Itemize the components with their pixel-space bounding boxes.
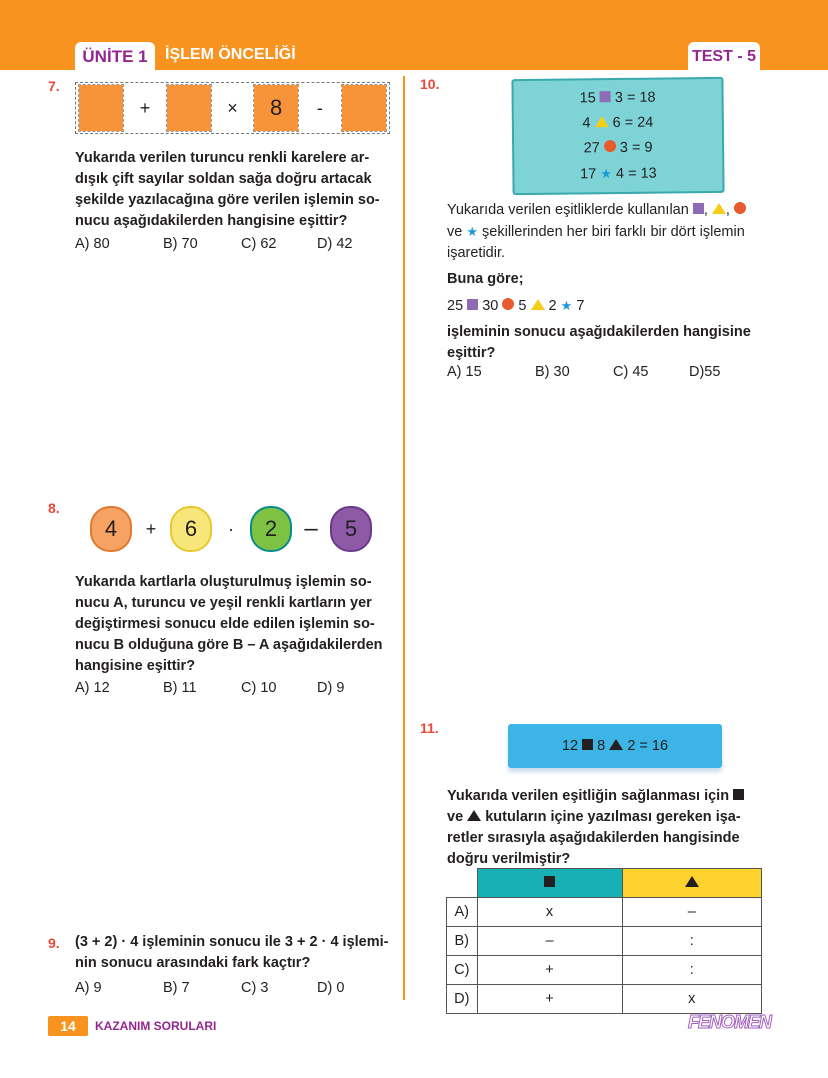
cell: –	[622, 898, 762, 927]
line: hangisine eşittir?	[75, 658, 196, 674]
cell: :	[622, 927, 762, 956]
equation	[514, 135, 722, 162]
triangle-icon	[467, 810, 481, 821]
line: retler sırasıyla aşağıdakilerden hangisinde	[447, 830, 740, 846]
square-icon	[600, 91, 611, 102]
num: 4 = 13	[615, 165, 657, 183]
option[interactable]: B) 70	[163, 236, 198, 252]
star-icon: ★	[600, 166, 613, 182]
option[interactable]: C) 10	[241, 680, 277, 696]
q8-text	[75, 572, 395, 677]
triangle-icon	[531, 299, 545, 310]
line: Yukarıda verilen turuncu renkli karelere ar-	[75, 150, 370, 166]
triangle-icon	[712, 203, 726, 214]
option[interactable]: D) 0	[317, 980, 345, 996]
t: ,	[703, 202, 708, 218]
line	[447, 200, 763, 221]
cell: +	[477, 985, 622, 1014]
option[interactable]: D) 9	[317, 680, 345, 696]
t: 2	[548, 298, 557, 314]
card-green: 2	[250, 506, 292, 552]
num: 6 = 24	[612, 114, 654, 132]
t: 25	[447, 298, 464, 314]
line: eşittir?	[447, 345, 496, 361]
num: 3 = 18	[614, 89, 656, 107]
equation	[513, 85, 721, 112]
orange-box	[79, 85, 123, 131]
plus-sign: +	[139, 97, 151, 118]
t: ve	[447, 809, 464, 825]
triangle-icon	[594, 116, 608, 127]
t: 2 = 16	[627, 738, 669, 754]
table-row[interactable]	[447, 927, 762, 956]
line: işleminin sonucu aşağıdakilerden hangisine	[447, 324, 751, 340]
star-icon: ★	[466, 224, 479, 239]
num: 17	[580, 166, 597, 183]
card-purple: 5	[330, 506, 372, 552]
option[interactable]: C) 3	[241, 980, 269, 996]
answer-table	[446, 868, 762, 1014]
card-yellow: 6	[170, 506, 212, 552]
t: şekillerinden her biri farklı bir dört işlemin	[482, 224, 745, 240]
t: Yukarıda verilen eşitliğin sağlanması için	[447, 788, 730, 804]
line: değiştirmesi sonucu elde edilen işlemin so-	[75, 616, 375, 632]
cell: :	[622, 956, 762, 985]
footer-label: KAZANIM SORULARI	[95, 1019, 217, 1033]
cell: –	[477, 927, 622, 956]
line: doğru verilmiştir?	[447, 851, 571, 867]
triangle-icon	[685, 876, 699, 887]
option[interactable]: D) 42	[317, 236, 353, 252]
line	[447, 807, 763, 828]
line	[447, 221, 763, 243]
line: nucu B olduğuna göre B – A aşağıdakilerden	[75, 637, 383, 653]
minus-sign: –	[304, 515, 318, 542]
equations-box	[511, 77, 724, 195]
line: işaretidir.	[447, 245, 506, 261]
question-number: 8.	[48, 500, 60, 516]
cell: A)	[447, 898, 478, 927]
circle-icon	[604, 140, 616, 152]
line: Yukarıda kartlarla oluşturulmuş işlemin so-	[75, 574, 372, 590]
option[interactable]: A) 80	[75, 236, 110, 252]
equation	[514, 110, 722, 137]
times-sign: ×	[227, 97, 238, 118]
orange-box	[167, 85, 211, 131]
unit-tab: ÜNİTE 1	[75, 42, 155, 72]
q7-options	[75, 236, 352, 252]
line: dışık çift sayılar soldan sağa doğru artacak	[75, 171, 372, 187]
num: 15	[579, 90, 596, 107]
line: Buna göre;	[447, 271, 524, 287]
option[interactable]: C) 45	[613, 364, 649, 380]
question-number: 7.	[48, 78, 60, 94]
circle-icon	[502, 298, 514, 310]
t: 7	[576, 298, 585, 314]
q9-options	[75, 980, 344, 996]
cell: +	[477, 956, 622, 985]
q11-equation-box	[508, 724, 722, 768]
dot-sign: ·	[228, 518, 234, 539]
t: 30	[482, 298, 499, 314]
line	[447, 786, 763, 807]
header-square	[477, 869, 622, 898]
header-triangle	[622, 869, 762, 898]
q8-cards	[90, 506, 372, 552]
test-label: TEST - 5	[688, 42, 760, 72]
num: 27	[583, 140, 600, 157]
column-divider	[403, 76, 405, 1000]
t: ,	[725, 202, 730, 218]
cell: C)	[447, 956, 478, 985]
page-number: 14	[48, 1016, 88, 1036]
question-number: 11.	[420, 720, 439, 736]
card-orange: 4	[90, 506, 132, 552]
expression	[447, 295, 763, 317]
line: (3 + 2) · 4 işleminin sonucu ile 3 + 2 · 4 işlemi-	[75, 934, 389, 950]
option[interactable]: C) 62	[241, 236, 277, 252]
option[interactable]: B) 30	[535, 364, 570, 380]
square-icon	[582, 739, 593, 750]
t: 5	[518, 298, 527, 314]
num: 4	[582, 115, 591, 132]
orange-box-8: 8	[254, 85, 298, 131]
topic-title: İŞLEM ÖNCELİĞİ	[165, 46, 296, 63]
line: nucu A, turuncu ve yeşil renkli kartların yer	[75, 595, 372, 611]
triangle-icon	[609, 739, 623, 750]
q7-expression	[75, 82, 390, 134]
cell: B)	[447, 927, 478, 956]
q9-text	[75, 932, 405, 974]
t: kutuların içine yazılması gereken işa-	[485, 809, 741, 825]
question-number: 10.	[420, 76, 440, 92]
table-row[interactable]	[447, 985, 762, 1014]
question-number: 9.	[48, 935, 60, 951]
q7-text	[75, 148, 395, 232]
option[interactable]: A) 12	[75, 680, 110, 696]
circle-icon	[734, 202, 746, 214]
brand-logo: FENOMEN	[688, 1012, 771, 1032]
square-icon	[544, 876, 555, 887]
t: ve	[447, 224, 463, 240]
t: 8	[597, 738, 606, 754]
option[interactable]: A) 9	[75, 980, 102, 996]
line: nin sonucu arasındaki fark kaçtır?	[75, 955, 311, 971]
minus-sign: -	[316, 97, 323, 118]
t: 12	[561, 738, 579, 754]
line: şekilde yazılacağına göre verilen işlemin so-	[75, 192, 380, 208]
q10-text	[447, 200, 763, 364]
line: nucu aşağıdakilerden hangisine eşittir?	[75, 213, 348, 229]
cell: D)	[447, 985, 478, 1014]
cell: x	[622, 985, 762, 1014]
cell: x	[477, 898, 622, 927]
orange-box	[342, 85, 386, 131]
square-icon	[693, 203, 704, 214]
t: Yukarıda verilen eşitliklerde kullanılan	[447, 202, 689, 218]
num: 3 = 9	[619, 139, 653, 156]
square-icon	[467, 299, 478, 310]
plus-sign: +	[145, 518, 157, 539]
star-icon: ★	[560, 298, 573, 313]
q8-options	[75, 680, 344, 696]
square-icon	[733, 789, 744, 800]
equation	[514, 160, 722, 187]
option[interactable]: B) 11	[163, 680, 197, 696]
table-row[interactable]	[447, 956, 762, 985]
option[interactable]: B) 7	[163, 980, 190, 996]
q11-text	[447, 786, 763, 870]
option[interactable]: D)55	[689, 364, 721, 380]
option[interactable]: A) 15	[447, 364, 482, 380]
q10-options	[447, 364, 720, 380]
table-row[interactable]	[447, 898, 762, 927]
